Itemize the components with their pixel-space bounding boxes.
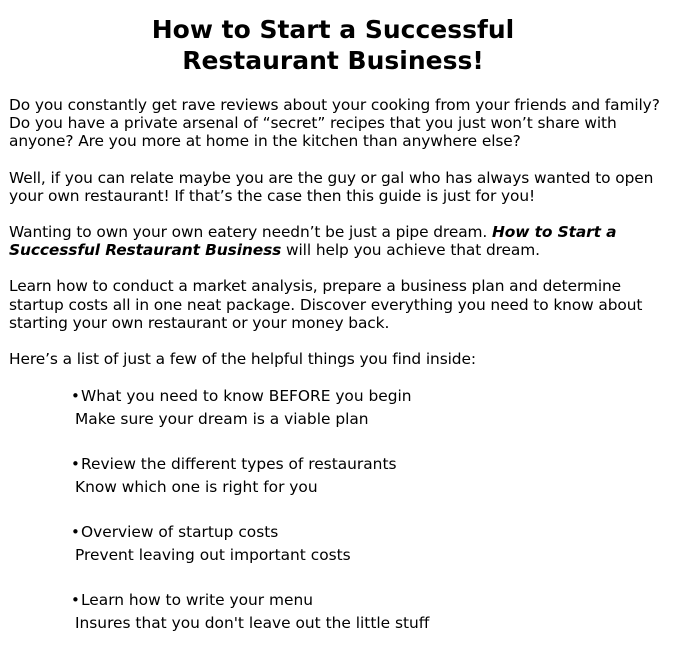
- page-title: [3, 14, 663, 76]
- feature-heading-row: [71, 453, 669, 476]
- bullet-icon: •: [71, 455, 80, 474]
- list-item: [71, 453, 669, 499]
- list-intro: Here’s a list of just a few of the helpful things you find inside:: [9, 350, 476, 369]
- feature-heading: Learn how to write your menu: [81, 591, 313, 610]
- intro-paragraph-3: [9, 223, 669, 259]
- feature-detail: Prevent leaving out important costs: [75, 546, 351, 565]
- list-item: [71, 521, 669, 567]
- feature-heading-row: [71, 385, 669, 408]
- feature-detail: Know which one is right for you: [75, 478, 318, 497]
- intro-paragraph-4: Learn how to conduct a market analysis, prepare a business plan and determine startup costs all in one neat package. Discover everything you need to know about starting your own restaurant or your money back.: [9, 277, 643, 332]
- feature-heading: What you need to know BEFORE you begin: [81, 387, 412, 406]
- bullet-icon: •: [71, 523, 80, 542]
- book-title-emphasis: How to Start a Successful Restaurant Business: [9, 223, 617, 260]
- feature-detail: Insures that you don't leave out the little stuff: [75, 614, 430, 633]
- feature-heading: Review the different types of restaurants: [81, 455, 397, 474]
- sales-page: [9, 0, 669, 657]
- intro-paragraph-2: Well, if you can relate maybe you are the guy or gal who has always wanted to open your own restaurant! If that’s the case then this guide is just for you!: [9, 168, 654, 205]
- feature-list: [9, 385, 669, 635]
- list-item: [71, 385, 669, 431]
- bullet-icon: •: [71, 387, 80, 406]
- feature-heading: Overview of startup costs: [81, 523, 279, 542]
- feature-detail: Make sure your dream is a viable plan: [75, 410, 369, 429]
- list-item: [71, 589, 669, 635]
- feature-heading-row: [71, 589, 669, 612]
- title-line-1: How to Start a Successful: [151, 15, 515, 44]
- paragraph-3-start: Wanting to own your own eatery needn’t be just a pipe dream.: [9, 223, 492, 242]
- paragraph-3-end: will help you achieve that dream.: [281, 241, 540, 260]
- bullet-icon: •: [71, 591, 80, 610]
- feature-heading-row: [71, 521, 669, 544]
- title-line-2: Restaurant Business!: [182, 46, 484, 75]
- intro-paragraph-1: Do you constantly get rave reviews about your cooking from your friends and family? Do you have a private arsenal of “secret” recipes that you just won’t share with anyone? Are you more at home in the kitchen than anywhere else?: [9, 96, 660, 151]
